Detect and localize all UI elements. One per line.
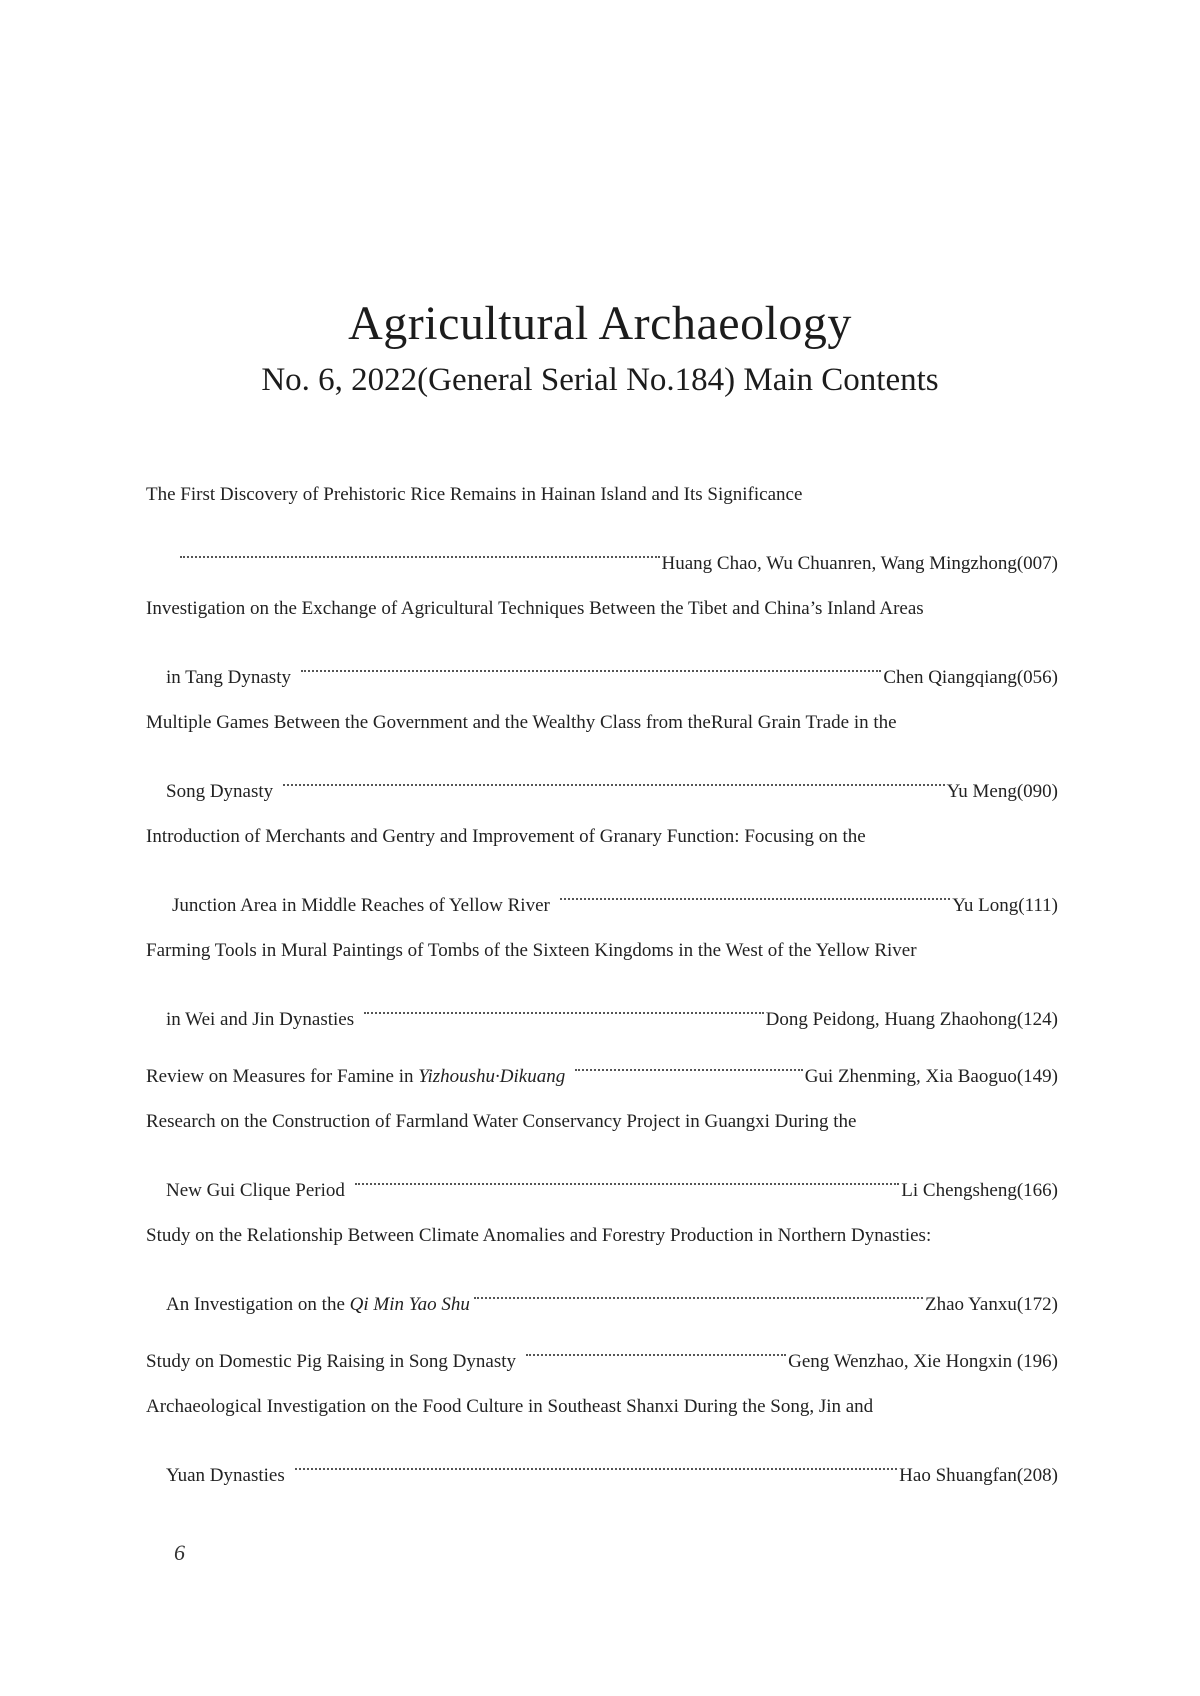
toc-entry-title-italic: Qi Min Yao Shu [349,1294,470,1315]
toc-entry-title: Farming Tools in Mural Paintings of Tombs of the Sixteen Kingdoms in the West of the Yellow River [146,940,917,961]
toc-entry-title: Study on the Relationship Between Climate Anomalies and Forestry Production in Northern Dynasties: [146,1225,932,1246]
dot-leader [283,763,944,797]
toc-entry-leader-line [146,535,1058,592]
toc-entry-title: Introduction of Merchants and Gentry and Improvement of Granary Function: Focusing on the [146,826,866,847]
toc-entry-author: Chen Qiangqiang(056) [883,667,1058,688]
toc-entry-leader-line [146,649,1058,706]
dot-leader [295,1447,897,1481]
toc-entry-leader-line [146,991,1058,1048]
toc-entry-author: Dong Peidong, Huang Zhaohong(124) [765,1009,1058,1030]
toc-entry-title: Research on the Construction of Farmland Water Conservancy Project in Guangxi During the [146,1111,857,1132]
dot-leader [301,649,881,683]
toc-entry-title [146,1060,565,1094]
toc-entry-leader-line [146,763,1058,820]
toc-entry-author: Yu Long(111) [952,895,1058,916]
toc-entry-title-continued: in Tang Dynasty [166,667,291,688]
toc-entry-leader-line [146,1276,1058,1333]
toc-entry-title-continued: New Gui Clique Period [166,1180,345,1201]
dot-leader [180,535,660,569]
dot-leader [474,1276,923,1310]
toc-entry-title-prefix: An Investigation on the [166,1294,350,1315]
toc-entry-title-continued: in Wei and Jin Dynasties [166,1009,355,1030]
dot-leader [355,1162,899,1196]
dot-leader [575,1048,803,1082]
toc-entry-author: Li Chengsheng(166) [901,1180,1058,1201]
toc-entry-author: Zhao Yanxu(172) [925,1294,1058,1315]
toc-entry-author: Gui Zhenming, Xia Baoguo(149) [804,1066,1058,1087]
toc-entry-title-continued: Song Dynasty [166,781,274,802]
toc-entry-title-continued: Junction Area in Middle Reaches of Yellow River [172,895,550,916]
toc-entry-leader-line [146,1162,1058,1219]
toc-entry-leader-line [146,1333,1058,1390]
toc-entry-title: Multiple Games Between the Government and the Wealthy Class from theRural Grain Trade in the [146,712,897,733]
toc-entry-title-continued [166,1288,470,1322]
toc-entry-title-italic: Yizhoushu·Dikuang [418,1066,566,1087]
issue-subtitle: No. 6, 2022(General Serial No.184) Main Contents [261,362,939,398]
toc-entry-author: Yu Meng(090) [946,781,1058,802]
page-number: 6 [174,1540,185,1565]
journal-title: Agricultural Archaeology [348,297,852,350]
toc-entry-author: Geng Wenzhao, Xie Hongxin (196) [788,1351,1058,1372]
dot-leader [526,1333,786,1367]
toc-entry-leader-line [146,877,1058,934]
toc-entry-author: Huang Chao, Wu Chuanren, Wang Mingzhong(007) [661,553,1058,574]
toc-entry-title-prefix: Review on Measures for Famine in [146,1066,419,1087]
dot-leader [560,877,950,911]
table-of-contents [146,478,1058,1504]
toc-entry-leader-line [146,1447,1058,1504]
toc-entry-leader-line [146,1048,1058,1105]
toc-entry-title: Archaeological Investigation on the Food Culture in Southeast Shanxi During the Song, Jin and [146,1396,874,1417]
dot-leader [364,991,764,1025]
toc-entry-author: Hao Shuangfan(208) [899,1465,1058,1486]
toc-entry-title: The First Discovery of Prehistoric Rice Remains in Hainan Island and Its Significance [146,484,803,505]
toc-entry-title: Investigation on the Exchange of Agricultural Techniques Between the Tibet and China’s Inland Areas [146,598,924,619]
toc-entry-title: Study on Domestic Pig Raising in Song Dynasty [146,1351,516,1372]
toc-entry-title-continued: Yuan Dynasties [166,1465,285,1486]
